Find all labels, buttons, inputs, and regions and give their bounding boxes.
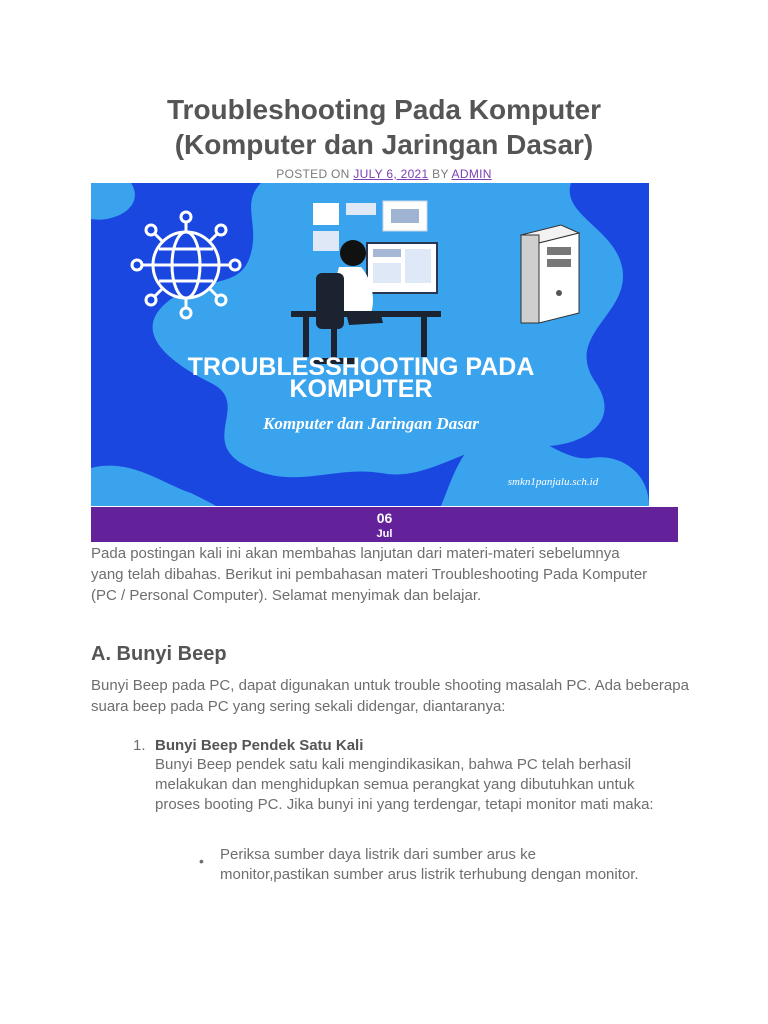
hero-site: smkn1panjalu.sch.id <box>507 476 599 488</box>
bullet-icon: • <box>199 853 204 869</box>
globe-network-icon <box>132 212 240 318</box>
pc-tower-icon <box>521 225 579 323</box>
date-badge <box>91 507 678 542</box>
bullet-item: Periksa sumber daya listrik dari sumber arus ke monitor,pastikan sumber arus listrik terhubung dengan monitor. <box>220 846 639 883</box>
post-date-link[interactable]: JULY 6, 2021 <box>353 167 429 181</box>
list-item-number: 1. <box>133 737 146 754</box>
hero-headline-1: TROUBLESSHOOTING PADA <box>187 353 535 381</box>
article-title <box>0 92 768 162</box>
section-heading: A. Bunyi Beep <box>91 643 227 665</box>
featured-image <box>91 183 649 506</box>
list-item-body: Bunyi Beep pendek satu kali mengindikasikan, bahwa PC telah berhasil melakukan dan menghidupkan semua perangkat yang dibutuhkan untuk proses booting PC. Jika bunyi ini yang terdengar, tetapi monitor mati maka: <box>155 756 654 813</box>
section-paragraph: Bunyi Beep pada PC, dapat digunakan untuk trouble shooting masalah PC. Ada beberapa suara beep pada PC yang sering sekali didengar, diantaranya: <box>91 677 689 715</box>
intro-paragraph: Pada postingan kali ini akan membahas lanjutan dari materi-materi sebelumnya yang telah dibahas. Berikut ini pembahasan materi Troubleshooting Pada Komputer (PC / Personal Computer). Selamat menyimak dan belajar. <box>91 545 648 604</box>
date-month: Jul <box>376 528 393 540</box>
title-line-2: (Komputer dan Jaringan Dasar) <box>174 129 594 160</box>
author-link[interactable]: ADMIN <box>451 167 492 181</box>
date-day: 06 <box>376 510 393 526</box>
by-label: BY <box>432 167 449 181</box>
hero-headline-2: KOMPUTER <box>289 375 433 403</box>
posted-on-label: POSTED ON <box>276 167 350 181</box>
post-meta <box>0 167 768 181</box>
hero-subtitle: Komputer dan Jaringan Dasar <box>263 414 479 433</box>
list-item-title: Bunyi Beep Pendek Satu Kali <box>155 737 364 754</box>
title-line-1: Troubleshooting Pada Komputer <box>166 94 601 125</box>
